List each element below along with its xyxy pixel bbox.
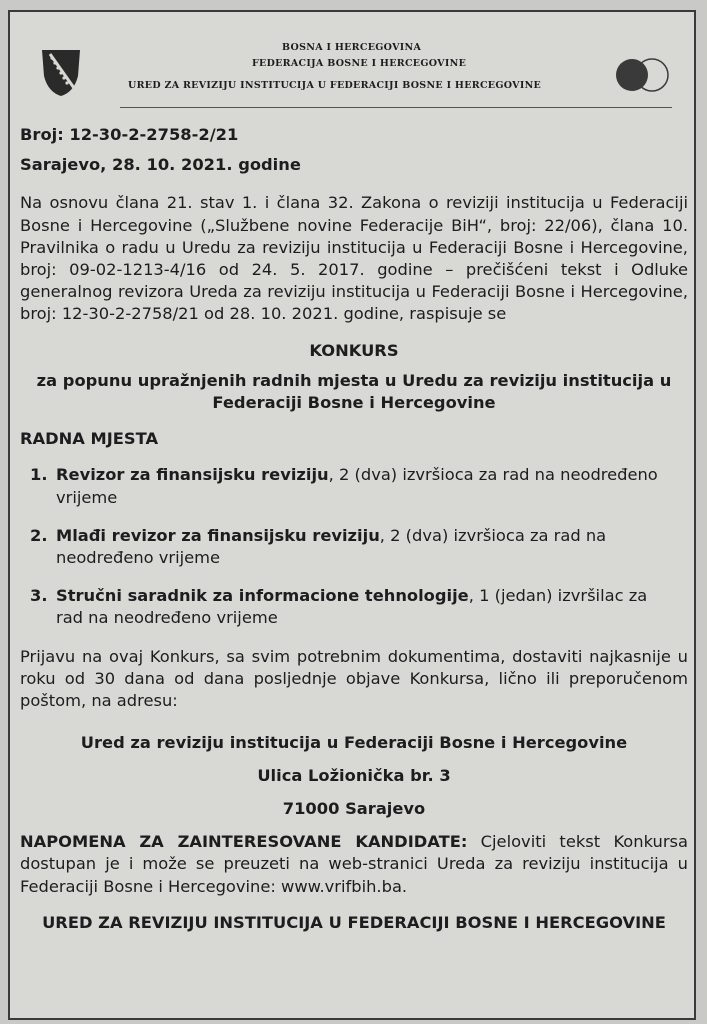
issuer-signature: URED ZA REVIZIJU INSTITUCIJA U FEDERACIJI BOSNE I HERCEGOVINE [42,912,666,932]
positions-heading: RADNA MJESTA [20,429,159,449]
notice-subtitle: za popunu upražnjenih radnih mjesta u Uredu za reviziju institucija u Federaciji Bosne i Hercegovine [36,370,672,413]
header-office: URED ZA REVIZIJU INSTITUCIJA U FEDERACIJI BOSNE I HERCEGOVINE [128,80,542,91]
institution-seal-icon [610,56,674,94]
legal-basis-paragraph: Na osnovu člana 21. stav 1. i člana 32. Zakona o reviziji institucija u Federaciji Bosne i Hercegovine („Službene novine Federacije BiH“, broj: 22/06), člana 10. Pravilnika o radu u Uredu za reviziju institucija u Federaciji Bosne i Hercegovine, broj: 09-02-1213-4/16 od 24. 5. 2017. godine – prečišćeni tekst i Odluke generalnog revizora Ureda za reviziju institucija u Federaciji Bosne i Hercegovine, broj: 12-30-2-2758/21 od 28. 10. 2021. godine, raspisuje se [20,193,688,324]
header-country: BOSNA I HERCEGOVINA [282,42,422,53]
notice-body [20,124,688,934]
position-title: Stručni saradnik za informacione tehnologije [56,586,469,606]
header-entity: FEDERACIJA BOSNE I HERCEGOVINE [252,58,467,69]
position-item [20,525,688,569]
application-instructions: Prijavu na ovaj Konkurs, sa svim potrebnim dokumentima, dostaviti najkasnije u roku od 30 dana od dana posljednje objave Konkursa, lično ili preporučenom poštom, na adresu: [20,646,688,711]
newspaper-notice [8,10,696,1020]
position-number: 3. [30,586,48,606]
header-divider [120,107,672,108]
position-title: Revizor za finansijsku reviziju [56,465,329,485]
position-number: 2. [30,525,48,545]
positions-list [20,464,688,629]
position-item [20,585,688,629]
notice-title: KONKURS [309,340,399,360]
coat-of-arms-icon [40,48,82,98]
note-label: NAPOMENA ZA ZAINTERESOVANE KANDIDATE: [20,832,468,852]
position-number: 1. [30,465,48,485]
address-office: Ured za reviziju institucija u Federaciji Bosne i Hercegovine [80,733,628,753]
position-details: , 2 (dva) izvršioca za rad na neodređeno vrijeme [56,465,658,507]
mailing-address [20,726,688,825]
position-item [20,464,688,508]
reference-number: Broj: 12-30-2-2758-2/21 [20,125,239,144]
address-street: Ulica Ložionička br. 3 [257,766,451,786]
position-details: , 2 (dva) izvršioca za rad na neodređeno vrijeme [56,525,607,568]
position-details: , 1 (jedan) izvršilac za rad na neodređeno vrijeme [56,586,648,628]
letterhead [10,40,694,110]
address-city: 71000 Sarajevo [282,799,426,819]
note-text: Cjeloviti tekst Konkursa dostupan je i može se preuzeti na web-stranici Ureda za reviziju institucija u Federaciji Bosne i Hercegovine: www.vrifbih.ba. [20,832,688,896]
candidate-note [20,831,688,898]
position-title: Mlađi revizor za finansijsku reviziju [56,525,380,545]
document-date: Sarajevo, 28. 10. 2021. godine [20,155,301,175]
